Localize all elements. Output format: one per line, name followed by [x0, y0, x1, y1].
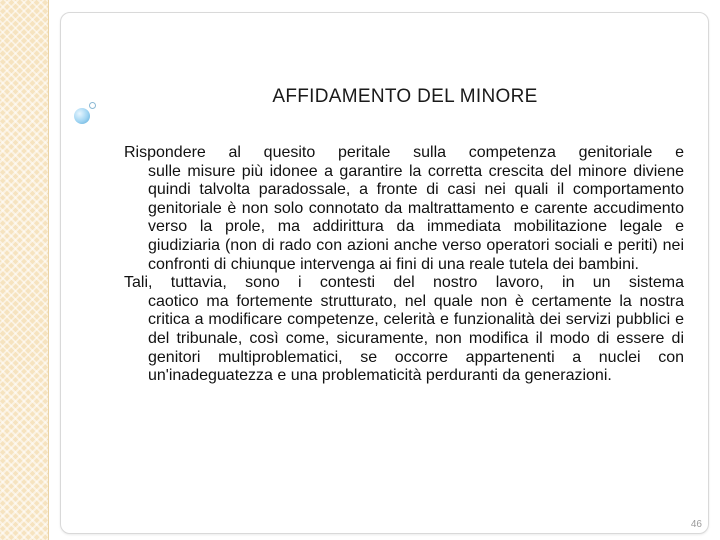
paragraph-2-first-line: Tali, tuttavia, sono i contesti del nostro lavoro, in un sistema — [124, 274, 684, 292]
slide-body — [124, 144, 684, 386]
small-bubble-decoration-icon — [89, 102, 96, 109]
paragraph-2-continuation: caotico ma fortemente strutturato, nel quale non è certamente la nostra critica a modificare competenze, celerità e funzionalità dei servizi pubblici e del tribunale, così come, sicuramente, non modifica il modo di essere di genitori multiproblematici, se occorre appartenenti a nuclei con un'inadeguatezza e una problematicità perduranti da generazioni. — [148, 292, 684, 385]
paragraph-2 — [124, 274, 684, 386]
paragraph-1-first-line: Rispondere al quesito peritale sulla competenza genitoriale e — [124, 144, 684, 161]
slide-title: AFFIDAMENTO DEL MINORE — [272, 86, 538, 107]
paragraph-1-continuation: sulle misure più idonee a garantire la corretta crescita del minore diviene quindi talvolta paradossale, a fronte di casi nei quali il comportamento genitoriale è non solo connotato da maltrattamento e carente accudimento verso la prole, ma addirittura da immediata mobilitazione legale e giudiziaria (non di rado con azioni anche verso operatori sociali e periti) nei confronti di chiunque intervenga ai fini di una reale tutela dei bambini. — [148, 162, 684, 273]
paragraph-1 — [124, 144, 684, 274]
page-number: 46 — [690, 519, 702, 530]
decorative-side-band — [0, 0, 49, 540]
bubble-decoration-icon — [74, 108, 90, 124]
